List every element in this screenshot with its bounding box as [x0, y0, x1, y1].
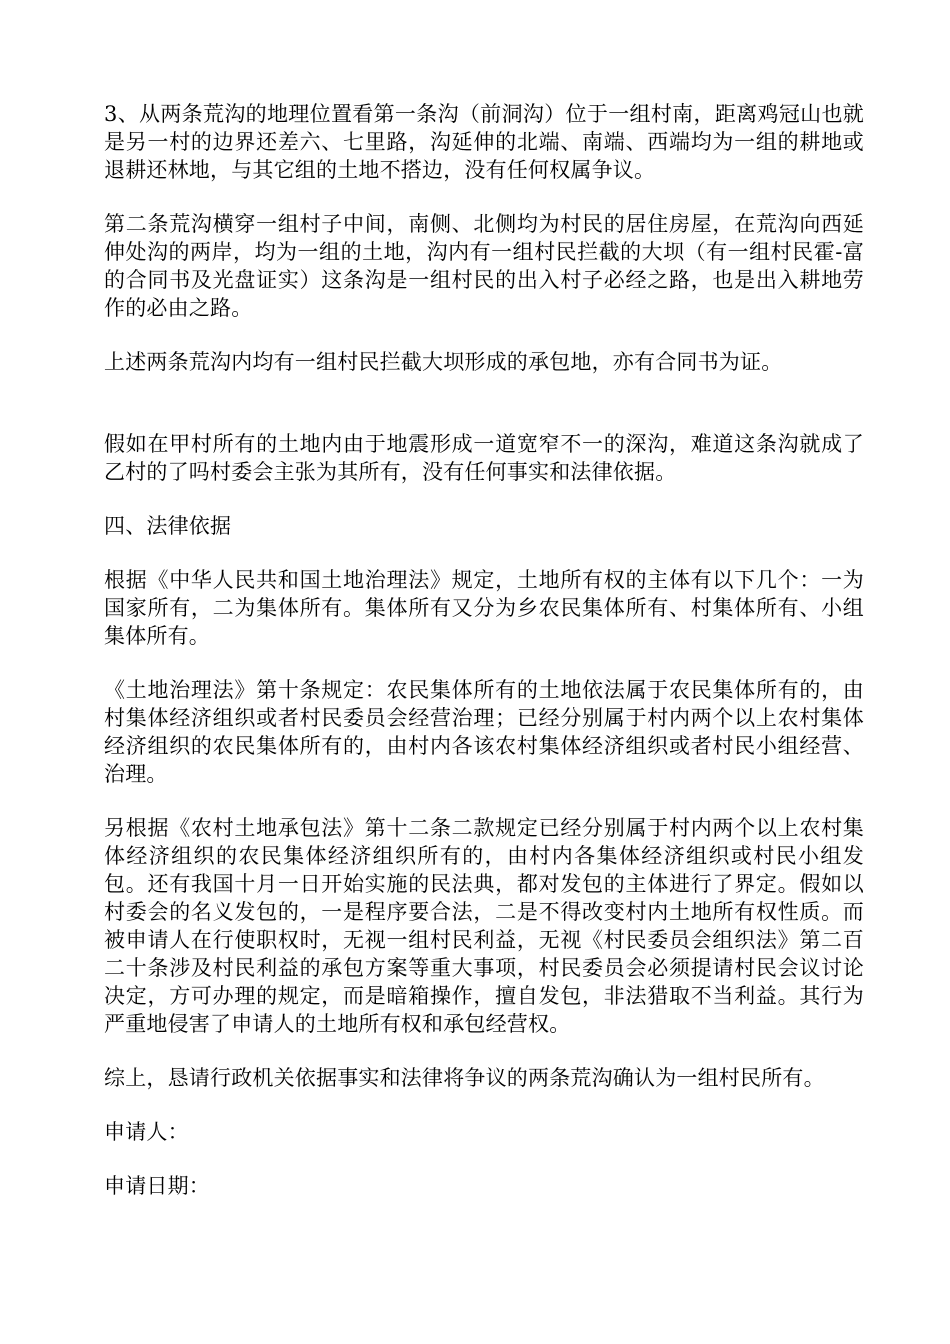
- paragraph-5: 根据《中华人民共和国土地治理法》规定，土地所有权的主体有以下几个：一为国家所有，二为集体所有。集体所有又分为乡农民集体所有、村集体所有、小组集体所有。: [104, 568, 864, 648]
- paragraph-4: 假如在甲村所有的土地内由于地震形成一道宽窄不一的深沟，难道这条沟就成了乙村的了吗村委会主张为其所有，没有任何事实和法律依据。: [104, 432, 864, 484]
- paragraph-3: 上述两条荒沟内均有一组村民拦截大坝形成的承包地，亦有合同书为证。: [104, 350, 783, 374]
- document-body: [104, 100, 864, 1226]
- paragraph-1: 3、从两条荒沟的地理位置看第一条沟（前洞沟）位于一组村南，距离鸡冠山也就是另一村的边界还差六、七里路，沟延伸的北端、南端、西端均为一组的耕地或退耕还林地，与其它组的土地不搭边，没有任何权属争议。: [104, 102, 864, 182]
- paragraph-conclusion: 综上，恳请行政机关依据事实和法律将争议的两条荒沟确认为一组村民所有。: [104, 1066, 825, 1090]
- paragraph-6: 《土地治理法》第十条规定：农民集体所有的土地依法属于农民集体所有的，由村集体经济组织或者村民委员会经营治理；已经分别属于村内两个以上农村集体经济组织的农民集体所有的，由村内各该农村集体经济组织或者村民小组经营、治理。: [104, 678, 864, 786]
- section-heading-legal-basis: 四、法律依据: [104, 514, 232, 538]
- applicant-label: 申请人：: [104, 1120, 189, 1144]
- paragraph-7: 另根据《农村土地承包法》第十二条二款规定已经分别属于村内两个以上农村集体经济组织的农民集体经济组织所有的，由村内各集体经济组织或村民小组发包。还有我国十月一日开始实施的民法典，都对发包的主体进行了界定。假如以村委会的名义发包的，一是程序要合法，二是不得改变村内土地所有权性质。而被申请人在行使职权时，无视一组村民利益，无视《村民委员会组织法》第二百二十条涉及村民利益的承包方案等重大事项，村民委员会必须提请村民会议讨论决定，方可办理的规定，而是暗箱操作，擅自发包，非法猎取不当利益。其行为严重地侵害了申请人的土地所有权和承包经营权。: [104, 816, 864, 1036]
- application-date-label: 申请日期：: [104, 1174, 210, 1198]
- paragraph-2: 第二条荒沟横穿一组村子中间，南侧、北侧均为村民的居住房屋，在荒沟向西延伸处沟的两岸，均为一组的土地，沟内有一组村民拦截的大坝（有一组村民霍-富的合同书及光盘证实）这条沟是一组村民的出入村子必经之路，也是出入耕地劳作的必由之路。: [104, 212, 864, 320]
